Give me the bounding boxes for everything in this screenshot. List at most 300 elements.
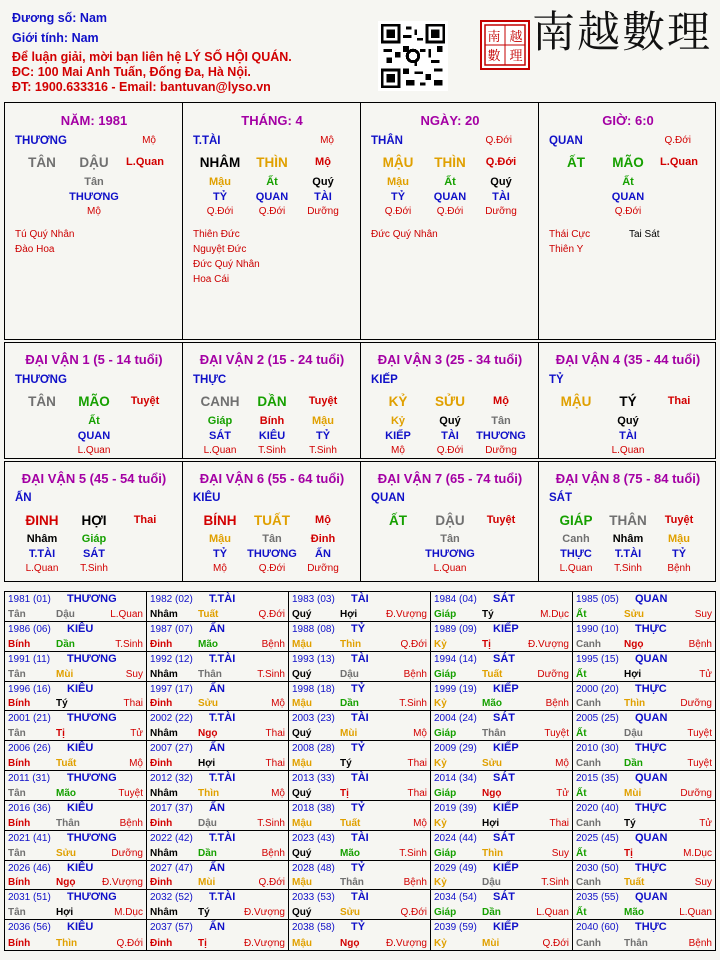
annual-god: ẤN (209, 742, 225, 755)
hidden-god: THƯƠNG (247, 548, 297, 560)
gender-line: Giới tính: Nam (12, 31, 99, 45)
annual-branch: Sửu (56, 847, 77, 859)
heaven-god-label: TỶ (549, 374, 564, 386)
annual-branch: Mùi (198, 877, 216, 889)
annual-year: 1997 (17) (150, 683, 193, 695)
annual-stem: Mậu (292, 877, 312, 889)
annual-branch: Mão (340, 847, 360, 859)
annual-year: 2007 (27) (150, 743, 193, 755)
annual-branch: Tị (340, 787, 349, 799)
earthly-branch: DẦN (257, 394, 287, 409)
annual-stem: Nhâm (150, 907, 178, 919)
hidden-stem: Kỷ (390, 415, 406, 427)
heavenly-stem: GIÁP (559, 513, 593, 528)
annual-branch: Hợi (482, 817, 500, 829)
annual-stem: Mậu (292, 638, 312, 650)
annual-stem: Bính (8, 877, 31, 889)
annual-cell (5, 861, 147, 891)
annual-branch: Hợi (340, 608, 358, 620)
annual-stem: Ất (576, 787, 587, 799)
hidden-stage: Q.Đới (436, 445, 464, 456)
annual-branch: Thân (198, 668, 222, 680)
annual-stage: Thai (265, 758, 285, 769)
dai-van-cell (5, 462, 183, 581)
hidden-god: THƯƠNG (69, 191, 119, 203)
hidden-stage: Q.Đới (384, 206, 412, 217)
dai-van-title: ĐẠI VẬN 5 (45 - 54 tuổi) (21, 471, 167, 486)
annual-cell (147, 831, 289, 861)
annual-god: T.TÀI (209, 772, 236, 784)
heaven-god-label: KIẾP (371, 374, 398, 386)
hidden-stage: L.Quan (203, 445, 237, 456)
annual-god: TÀI (351, 593, 369, 605)
annual-stem: Đinh (150, 817, 173, 829)
annual-stage: M.Dục (540, 608, 569, 620)
annual-stem: Canh (576, 817, 601, 829)
annual-stage: Dưỡng (537, 668, 569, 680)
annual-cell (147, 741, 289, 771)
annual-branch: Ngọ (624, 638, 644, 650)
hidden-god: ẤN (315, 548, 331, 560)
annual-branch: Thân (340, 877, 364, 889)
heaven-stage-label: Q.Đới (664, 135, 691, 146)
hidden-stage: T.Sinh (80, 563, 108, 574)
heavenly-stem: ĐINH (25, 513, 59, 528)
annual-god: KIÊU (67, 742, 94, 755)
annual-cell (5, 682, 147, 712)
annual-branch: Tuất (198, 608, 219, 620)
annual-stem: Quý (292, 907, 312, 919)
heaven-god-label: THƯƠNG (15, 374, 67, 386)
annual-god: QUAN (635, 712, 668, 725)
annual-stem: Giáp (434, 608, 457, 620)
annual-god: ẤN (209, 622, 225, 635)
annual-god: KIẾP (493, 921, 519, 934)
branch-stage-label: Mộ (315, 514, 331, 526)
annual-stage: M.Dục (114, 907, 143, 919)
hidden-stage: Bệnh (667, 563, 691, 574)
dai-van-title: ĐẠI VẬN 4 (35 - 44 tuổi) (555, 352, 701, 367)
annual-god: KIÊU (67, 801, 94, 814)
annual-cell (147, 801, 289, 831)
annual-stage: T.Sinh (541, 877, 569, 889)
annual-branch: Dần (198, 847, 217, 859)
annual-god: TÀI (351, 712, 369, 725)
star-label: Thiên Y (549, 244, 584, 255)
annual-stem: Kỷ (434, 938, 447, 949)
annual-god: QUAN (635, 593, 668, 605)
branch-stage-label: Tuyệt (664, 514, 694, 526)
annual-cell (431, 771, 573, 801)
annual-year: 2037 (57) (150, 922, 193, 934)
annual-cell (5, 920, 147, 950)
annual-god: THƯƠNG (67, 593, 117, 605)
hidden-god: TỶ (671, 548, 687, 560)
annual-stem: Nhâm (150, 847, 178, 859)
brand-logo: 南越數理 (532, 8, 712, 58)
annual-stem: Tân (8, 787, 26, 799)
annual-stem: Canh (576, 877, 601, 889)
annual-stage: Q.Đới (542, 938, 569, 949)
annual-branch: Sửu (482, 758, 503, 769)
annual-cell (5, 652, 147, 682)
earthly-branch: THÂN (609, 513, 647, 528)
address-line: ĐC: 100 Mai Anh Tuấn, Đống Đa, Hà Nội. (12, 65, 251, 79)
annual-stage: Dưỡng (111, 847, 143, 859)
annual-god: KIẾP (493, 622, 519, 635)
annual-god: QUAN (635, 772, 668, 784)
annual-stage: Đ.Vượng (243, 938, 285, 949)
annual-year: 2039 (59) (434, 922, 477, 934)
annual-stage: T.Sinh (399, 847, 427, 859)
annual-god: THƯƠNG (67, 831, 117, 844)
svg-text:理: 理 (509, 49, 523, 64)
annual-cell (289, 652, 431, 682)
annual-stage: Suy (694, 877, 712, 889)
annual-stem: Bính (8, 817, 31, 829)
annual-stage: Thai (407, 787, 427, 799)
annual-cell (289, 592, 431, 622)
annual-branch: Thìn (624, 698, 646, 710)
annual-year: 2023 (43) (292, 832, 335, 844)
annual-god: TÀI (351, 652, 369, 665)
annual-cell (147, 920, 289, 950)
annual-branch: Sửu (624, 608, 645, 620)
annual-stage: Q.Đới (400, 638, 427, 650)
annual-year: 2014 (34) (434, 773, 477, 784)
annual-god: TỶ (351, 801, 366, 814)
annual-cell (573, 801, 715, 831)
annual-cell (431, 890, 573, 920)
annual-year: 1993 (13) (292, 653, 335, 665)
annual-god: TÀI (351, 831, 369, 844)
annual-branch: Dần (624, 758, 643, 769)
hidden-stage: T.Sinh (258, 445, 286, 456)
dai-van-title: ĐẠI VẬN 7 (65 - 74 tuổi) (377, 471, 523, 486)
annual-stage: T.Sinh (257, 668, 285, 680)
annual-god: T.TÀI (209, 593, 236, 605)
header (0, 0, 720, 100)
annual-stage: Thai (123, 698, 143, 710)
star-label: Đức Quý Nhân (371, 229, 438, 240)
annual-branch: Thân (624, 938, 648, 949)
hidden-stage: Q.Đới (614, 206, 642, 217)
dai-van-title: ĐẠI VẬN 2 (15 - 24 tuổi) (199, 352, 345, 367)
annual-stage: Bệnh (545, 698, 569, 710)
hidden-god: TÀI (441, 430, 459, 442)
hidden-stem: Mậu (387, 176, 409, 188)
heavenly-stem: TÂN (28, 155, 56, 170)
annual-stem: Canh (576, 758, 601, 769)
pillar-cell (183, 103, 361, 339)
annual-stage: Thai (407, 758, 427, 769)
annual-branch: Mão (624, 907, 644, 919)
annual-cell (573, 592, 715, 622)
annual-year: 2034 (54) (434, 892, 477, 904)
pillar-title: NĂM: 1981 (60, 113, 128, 128)
annual-year: 1983 (03) (292, 594, 335, 605)
annual-branch: Tị (482, 638, 491, 650)
branch-stage-label: L.Quan (126, 156, 164, 168)
annual-branch: Mùi (624, 787, 642, 799)
annual-stem: Đinh (150, 938, 173, 949)
dai-van-cell (183, 462, 361, 581)
annual-stage: Bệnh (688, 638, 712, 650)
phone-email-line: ĐT: 1900.633316 - Email: bantuvan@lyso.vn (12, 80, 271, 94)
hidden-stem: Mậu (668, 533, 690, 545)
annual-god: THƯƠNG (67, 652, 117, 665)
annual-stem: Tân (8, 847, 26, 859)
annual-year: 2024 (44) (434, 832, 477, 844)
annual-stage: T.Sinh (399, 698, 427, 710)
annual-god: ẤN (209, 801, 225, 814)
annual-cell (431, 741, 573, 771)
annual-god: QUAN (635, 891, 668, 904)
hidden-god: TÀI (314, 191, 332, 203)
annual-branch: Tuất (340, 817, 361, 829)
annual-cell (147, 861, 289, 891)
annual-stage: Tử (699, 668, 712, 680)
annual-stem: Giáp (434, 787, 457, 799)
branch-stage-label: Thai (667, 395, 691, 407)
annual-year: 2018 (38) (292, 802, 335, 814)
hidden-stem: Giáp (207, 415, 233, 427)
annual-stage: T.Sinh (115, 638, 143, 650)
annual-cell (573, 831, 715, 861)
annual-year: 2040 (60) (576, 922, 619, 934)
annual-stem: Nhâm (150, 787, 178, 799)
branch-stage-label: Q.Đới (485, 156, 517, 168)
annual-branch: Dậu (56, 608, 75, 620)
hidden-god: THƯƠNG (425, 548, 475, 560)
hidden-stage: Mộ (213, 563, 227, 574)
annual-grid (4, 591, 716, 951)
annual-branch: Tuất (482, 668, 503, 680)
annual-stage: Dưỡng (680, 787, 712, 799)
hidden-stage: Q.Đới (258, 206, 286, 217)
annual-stage: Bệnh (261, 638, 285, 650)
pillar-cell (5, 103, 183, 339)
annual-cell (289, 711, 431, 741)
annual-year: 2010 (30) (576, 743, 619, 755)
annual-year: 1991 (11) (8, 653, 51, 665)
annual-cell (573, 741, 715, 771)
annual-branch: Tý (340, 758, 352, 769)
annual-cell (431, 801, 573, 831)
annual-branch: Tý (56, 698, 68, 710)
annual-stage: L.Quan (679, 907, 712, 919)
annual-stage: Thai (265, 728, 285, 740)
annual-year: 2011 (31) (8, 773, 51, 784)
annual-god: SÁT (493, 712, 515, 725)
qr-code (378, 21, 448, 91)
heaven-stage-label: Mộ (320, 135, 334, 146)
annual-stem: Đinh (150, 638, 173, 650)
annual-stem: Đinh (150, 698, 173, 710)
hidden-god: QUAN (433, 191, 467, 203)
hidden-stem: Mậu (209, 176, 231, 188)
annual-year: 2028 (48) (292, 862, 335, 874)
annual-stem: Đinh (150, 758, 173, 769)
annual-branch: Dậu (482, 877, 501, 889)
owner-line: Đương số: Nam (12, 11, 108, 25)
annual-year: 1986 (06) (8, 623, 51, 635)
annual-god: KIẾP (493, 682, 519, 695)
heavenly-stem: TÂN (28, 394, 56, 409)
annual-branch: Tuất (56, 758, 77, 769)
svg-text:越: 越 (509, 30, 523, 45)
annual-stem: Mậu (292, 698, 312, 710)
dai-van-row-2 (4, 461, 716, 582)
annual-stage: Mộ (555, 758, 569, 769)
hidden-stem: Ất (266, 176, 278, 188)
annual-cell (147, 711, 289, 741)
dai-van-cell (183, 343, 361, 458)
hidden-stem: Tân (440, 533, 460, 545)
annual-stage: Mộ (271, 698, 285, 710)
annual-cell (431, 920, 573, 950)
annual-god: KIÊU (67, 921, 94, 934)
annual-stem: Bính (8, 938, 31, 949)
earthly-branch: DẬU (435, 513, 465, 528)
annual-god: ẤN (209, 861, 225, 874)
annual-stem: Tân (8, 907, 26, 919)
hidden-stem: Ất (444, 176, 456, 188)
hidden-stem: Quý (312, 176, 334, 188)
annual-branch: Thân (56, 817, 80, 829)
annual-year: 2019 (39) (434, 802, 477, 814)
red-seal (480, 20, 530, 70)
annual-stage: Mộ (271, 787, 285, 799)
hidden-god: T.TÀI (28, 548, 56, 560)
annual-stem: Giáp (434, 668, 457, 680)
annual-branch: Ngọ (482, 787, 502, 799)
hidden-stem: Tân (262, 533, 282, 545)
heavenly-stem: ẤT (567, 155, 585, 170)
four-pillars (4, 102, 716, 340)
annual-year: 1987 (07) (150, 623, 193, 635)
hidden-god: TỶ (212, 548, 228, 560)
star-label: Thái Cực (549, 229, 591, 240)
annual-god: TỶ (351, 861, 366, 874)
annual-stem: Giáp (434, 728, 457, 740)
annual-stem: Ất (576, 847, 587, 859)
annual-god: ẤN (209, 682, 225, 695)
star-label: Nguyệt Đức (193, 244, 247, 255)
annual-stem: Tân (8, 668, 26, 680)
annual-stem: Nhâm (150, 728, 178, 740)
annual-god: SÁT (493, 831, 515, 844)
hidden-god: THỰC (560, 548, 592, 560)
hidden-stem: Tân (84, 176, 104, 188)
annual-year: 2009 (29) (434, 743, 477, 755)
annual-stem: Kỷ (434, 698, 447, 710)
annual-stage: Tử (130, 728, 143, 740)
annual-cell (5, 831, 147, 861)
annual-branch: Dậu (198, 817, 217, 829)
annual-year: 2022 (42) (150, 832, 193, 844)
annual-branch: Dậu (624, 728, 643, 740)
annual-year: 2002 (22) (150, 713, 193, 725)
annual-year: 2032 (52) (150, 892, 193, 904)
annual-branch: Mão (482, 698, 502, 710)
hidden-god: KIẾP (385, 430, 411, 442)
annual-year: 1988 (08) (292, 623, 335, 635)
annual-year: 2012 (32) (150, 773, 193, 784)
branch-stage-label: Tuyệt (486, 514, 516, 526)
annual-branch: Ngọ (340, 938, 360, 949)
hidden-stage: Dưỡng (307, 563, 339, 574)
heavenly-stem: NHÂM (199, 155, 241, 170)
annual-branch: Hợi (624, 668, 642, 680)
annual-stage: Bệnh (403, 877, 427, 889)
annual-branch: Mùi (482, 938, 500, 949)
hidden-stem: Đinh (310, 533, 336, 545)
annual-stage: Đ.Vượng (385, 938, 427, 949)
annual-year: 2005 (25) (576, 713, 619, 725)
annual-stem: Ất (576, 728, 587, 740)
annual-branch: Mão (56, 787, 76, 799)
heaven-god-label: KIÊU (193, 492, 221, 504)
annual-stem: Kỷ (434, 817, 447, 829)
annual-god: THỰC (635, 682, 667, 695)
annual-god: THƯƠNG (67, 891, 117, 904)
star-label: Hoa Cái (193, 274, 230, 285)
hidden-stem: Canh (562, 533, 590, 545)
hidden-stem: Bính (259, 415, 285, 427)
annual-cell (147, 682, 289, 712)
annual-year: 2020 (40) (576, 802, 619, 814)
annual-stage: L.Quan (536, 907, 569, 919)
annual-stem: Kỷ (434, 877, 447, 889)
annual-stem: Tân (8, 608, 26, 620)
annual-stem: Kỷ (434, 638, 447, 650)
annual-stage: Q.Đới (258, 608, 285, 620)
annual-year: 1989 (09) (434, 623, 477, 635)
annual-year: 1999 (19) (434, 683, 477, 695)
annual-stage: Tuyệt (687, 728, 712, 740)
hidden-stage: T.Sinh (309, 445, 337, 456)
annual-branch: Tị (56, 728, 65, 740)
hidden-god: SÁT (83, 548, 105, 560)
annual-stage: Dưỡng (680, 698, 712, 710)
heaven-god-label: THƯƠNG (15, 135, 67, 147)
annual-cell (147, 652, 289, 682)
annual-branch: Tuất (624, 877, 645, 889)
annual-year: 2036 (56) (8, 922, 51, 934)
hidden-stem: Ất (88, 415, 100, 427)
annual-year: 2017 (37) (150, 802, 193, 814)
hidden-stem: Quý (490, 176, 512, 188)
annual-year: 1984 (04) (434, 594, 477, 605)
star-label: Đức Quý Nhân (193, 259, 260, 270)
hidden-stage: L.Quan (611, 445, 645, 456)
hidden-stage: Dưỡng (485, 445, 517, 456)
annual-stem: Nhâm (150, 668, 178, 680)
annual-stage: L.Quan (110, 608, 143, 620)
hidden-god: KIÊU (258, 430, 286, 442)
annual-stem: Giáp (434, 907, 457, 919)
hidden-god: TỶ (390, 191, 406, 203)
annual-cell (573, 682, 715, 712)
annual-branch: Thìn (482, 847, 504, 859)
hidden-god: TỶ (212, 191, 228, 203)
star-label: Đào Hoa (15, 244, 55, 255)
annual-stage: Suy (125, 668, 143, 680)
annual-stem: Bính (8, 698, 31, 710)
annual-stem: Ất (576, 608, 587, 620)
annual-god: THỰC (635, 861, 667, 874)
